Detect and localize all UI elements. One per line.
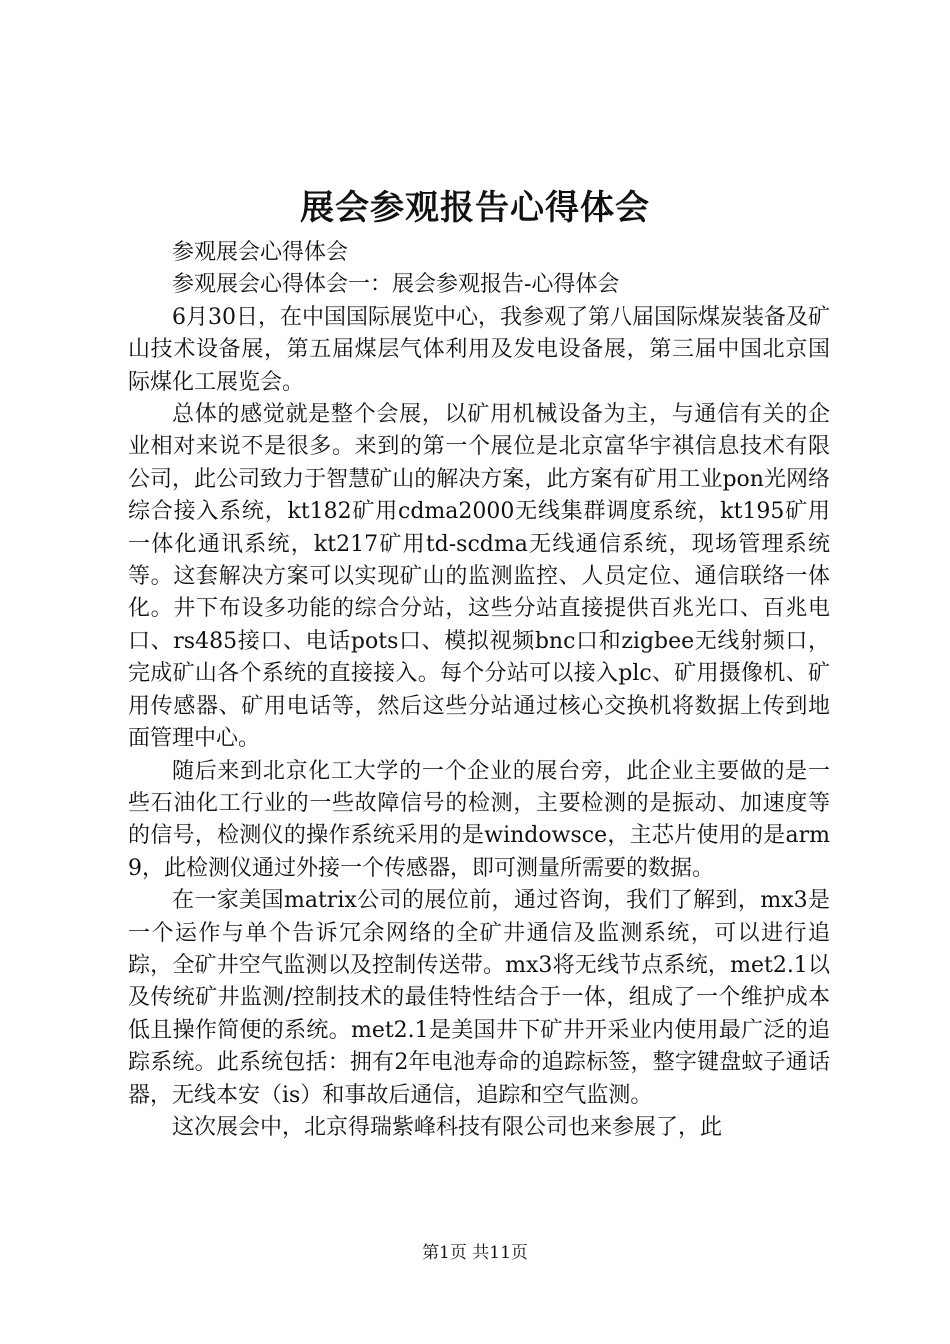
paragraph-chemical-university: 随后来到北京化工大学的一个企业的展台旁，此企业主要做的是一些石油化工行业的一些故障信号的检测，主要检测的是振动、加速度等的信号，检测仪的操作系统采用的是windowsce，主芯片使用的是arm9，此检测仪通过外接一个传感器，即可测量所需要的数据。 bbox=[128, 758, 830, 881]
paragraph-intro: 6月30日，在中国国际展览中心，我参观了第八届国际煤炭装备及矿山技术设备展，第五届煤层气体利用及发电设备展，第三届中国北京国际煤化工展览会。 bbox=[128, 304, 830, 395]
paragraph-section-heading: 参观展会心得体会一：展会参观报告-心得体会 bbox=[172, 272, 620, 298]
document-title: 展会参观报告心得体会 bbox=[300, 188, 650, 228]
document-body bbox=[128, 237, 830, 1144]
paragraph-matrix-company: 在一家美国matrix公司的展位前，通过咨询，我们了解到，mx3是一个运作与单个告诉冗余网络的全矿井通信及监测系统，可以进行追踪，全矿井空气监测以及控制传送带。mx3将无线节点系统，met2.1以及传统矿井监测/控制技术的最佳特性结合于一体，组成了一个维护成本低且操作简便的系统。met2.1是美国井下矿井开采业内使用最广泛的追踪系统。此系统包括：拥有2年电池寿命的追踪标签，整字键盘蚊子通话器，无线本安（is）和事故后通信，追踪和空气监测。 bbox=[128, 888, 830, 1108]
paragraph-subtitle: 参观展会心得体会 bbox=[172, 240, 349, 265]
paragraph-derui-zifeng: 这次展会中，北京得瑞紫峰科技有限公司也来参展了，此 bbox=[172, 1114, 723, 1140]
paragraph-overall-impression: 总体的感觉就是整个会展，以矿用机械设备为主，与通信有关的企业相对来说不是很多。来到的第一个展位是北京富华宇祺信息技术有限公司，此公司致力于智慧矿山的解决方案，此方案有矿用工业pon光网络综合接入系统，kt182矿用cdma2000无线集群调度系统，kt195矿用一体化通讯系统，kt217矿用td-scdma无线通信系统，现场管理系统等。这套解决方案可以实现矿山的监测监控、人员定位、通信联络一体化。井下布设多功能的综合分站，这些分站直接提供百兆光口、百兆电口、rs485接口、电话pots口、模拟视频bnc口和zigbee无线射频口，完成矿山各个系统的直接接入。每个分站可以接入plc、矿用摄像机、矿用传感器、矿用电话等，然后这些分站通过核心交换机将数据上传到地面管理中心。 bbox=[128, 402, 830, 752]
page-footer: 第1页 共11页 bbox=[422, 1243, 528, 1263]
